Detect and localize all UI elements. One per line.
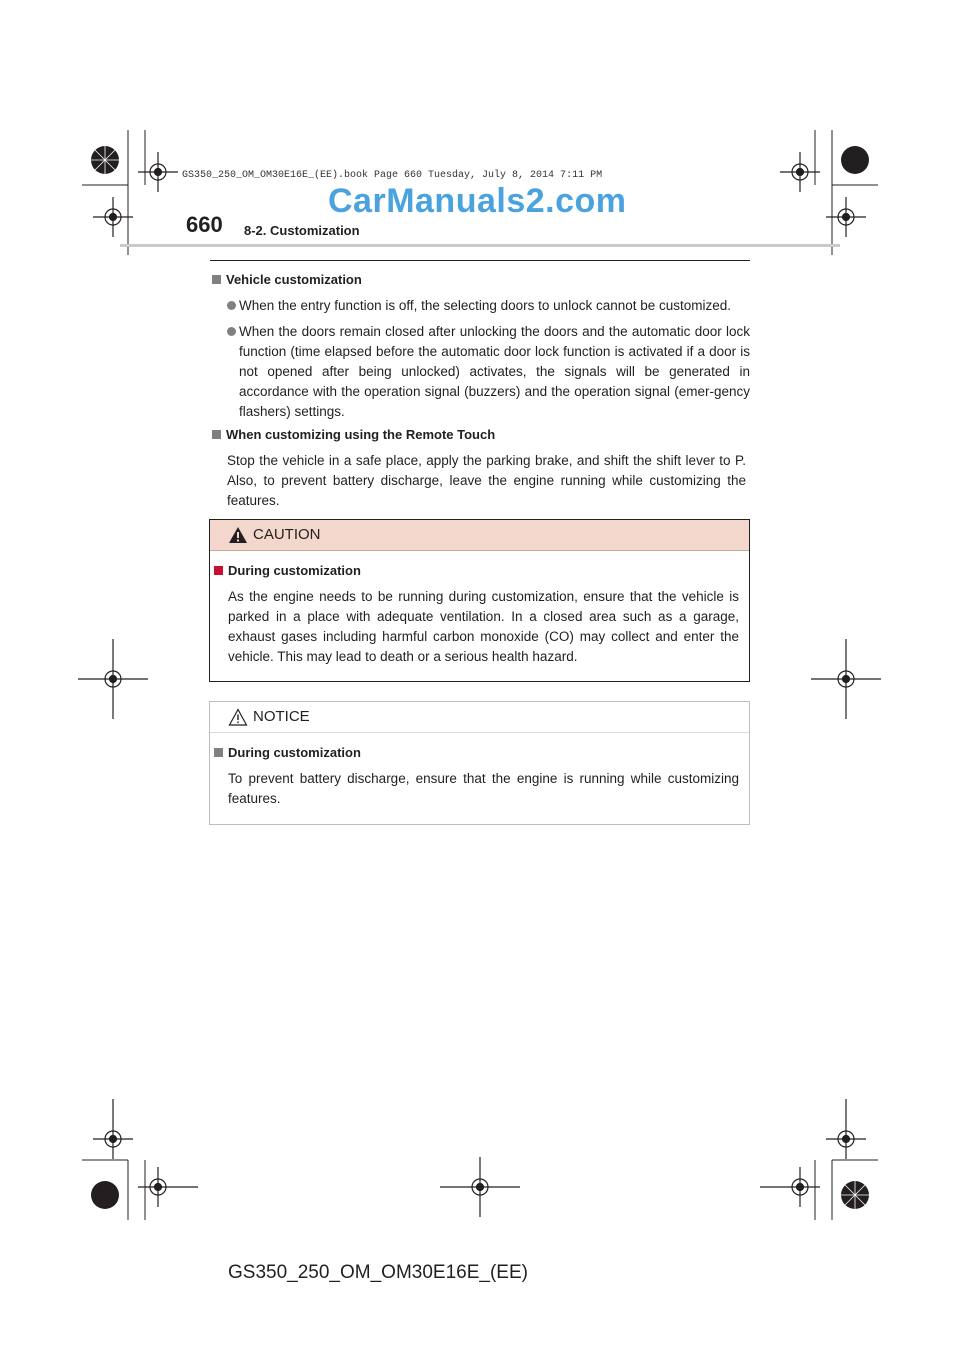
notice-box bbox=[209, 701, 750, 825]
vehicle-customization-heading bbox=[212, 272, 362, 287]
notice-subheading bbox=[214, 745, 361, 760]
list-item bbox=[227, 296, 750, 316]
square-bullet-icon bbox=[212, 430, 221, 439]
bullet-text: When the entry function is off, the selecting doors to unlock cannot be customized. bbox=[239, 298, 732, 313]
bullet-text: When the doors remain closed after unlocking the doors and the automatic door lock function (time elapsed before the automatic door lock function is activated if a door is not opened after being unlocked) activates, the signals will be generated in accordance with the operation signal (buzzers) and the operation signal (emer-gency flashers) settings. bbox=[239, 324, 750, 419]
square-bullet-icon bbox=[214, 748, 223, 757]
footer-code: GS350_250_OM_OM30E16E_(EE) bbox=[228, 1262, 528, 1283]
notice-header bbox=[210, 702, 749, 733]
heading-text: During customization bbox=[228, 563, 361, 578]
heading-text: Vehicle customization bbox=[226, 272, 362, 287]
section-title: 8-2. Customization bbox=[244, 223, 360, 238]
warning-triangle-icon bbox=[228, 526, 248, 544]
square-bullet-icon bbox=[214, 566, 223, 575]
caution-title: CAUTION bbox=[253, 526, 321, 543]
notice-title: NOTICE bbox=[253, 708, 310, 725]
page-number: 660 bbox=[186, 212, 223, 237]
warning-triangle-icon bbox=[228, 708, 248, 726]
file-stamp: GS350_250_OM_OM30E16E_(EE).book Page 660 Tuesday, July 8, 2014 7:11 PM bbox=[182, 170, 603, 181]
notice-body: To prevent battery discharge, ensure that the engine is running while customizing features. bbox=[228, 771, 739, 806]
round-bullet-icon bbox=[227, 327, 236, 336]
caution-box bbox=[209, 519, 750, 682]
header-divider bbox=[120, 244, 840, 247]
content-divider bbox=[210, 260, 750, 261]
caution-header bbox=[210, 520, 749, 551]
caution-body: As the engine needs to be running during customization, ensure that the vehicle is parked in a place with adequate ventilation. In a closed area such as a garage, exhaust gases including harmful carbon monoxide (CO) may collect and enter the vehicle. This may lead to death or a serious health hazard. bbox=[228, 589, 739, 664]
remote-touch-heading bbox=[212, 427, 495, 442]
watermark-logo: CarManuals2.com bbox=[328, 182, 627, 220]
heading-text: During customization bbox=[228, 745, 361, 760]
remote-touch-body: Stop the vehicle in a safe place, apply the parking brake, and shift the shift lever to P. Also, to prevent battery discharge, leave the engine running while customizing the features. bbox=[227, 453, 746, 508]
list-item bbox=[227, 322, 750, 422]
square-bullet-icon bbox=[212, 275, 221, 284]
round-bullet-icon bbox=[227, 301, 236, 310]
caution-subheading bbox=[214, 563, 361, 578]
heading-text: When customizing using the Remote Touch bbox=[226, 427, 496, 442]
